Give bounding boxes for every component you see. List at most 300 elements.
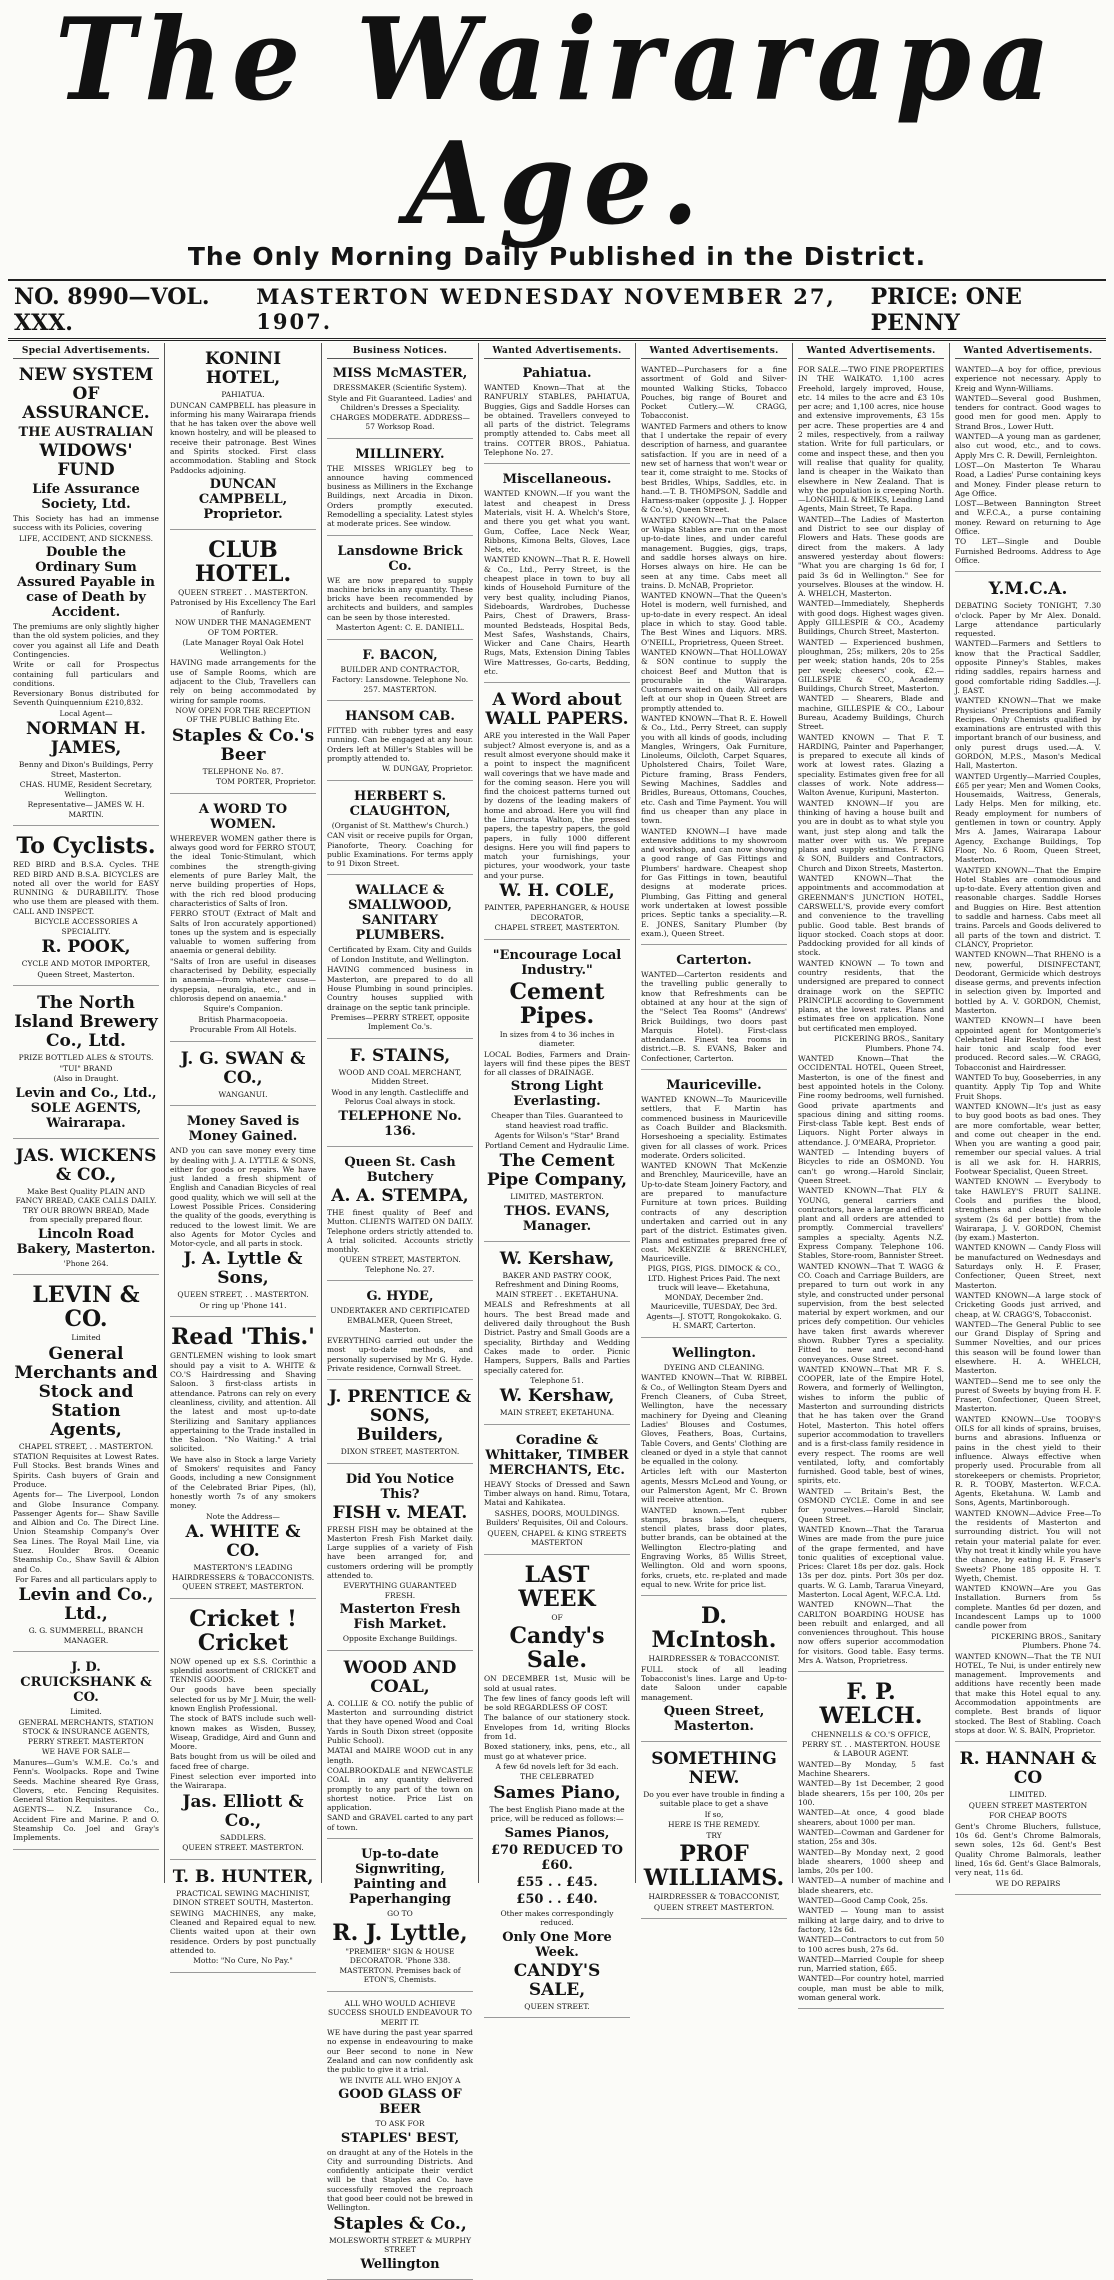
- ad-text: SOMETHING NEW.: [651, 1748, 777, 1788]
- ad-text: WANTED KNOWN—I have made extensive additions to my showroom and workshop, and can now showing a good range of Gas Fittings and Plumbers' hardware. Cheapest shop for Gas Fittings in town, beautiful designs at moderate prices. Plumbing, Gas Fitting and general work undertaken at lowest possible prices. Septic tanks a speciality.—R. E. JONES, Sanitary Plumber (by exam.), Queen Street.: [641, 826, 787, 938]
- ad-text: THE finest quality of Beef and Mutton. CLIENTS WAITED ON DAILY. Telephone orders strictly attended to. A trial solicited. Accounts strictly monthly.: [327, 1207, 473, 1255]
- ad-text: A. A. STEMPA,: [331, 1185, 469, 1206]
- advertisement: [798, 1675, 944, 2009]
- ad-text: DEBATING Society TONIGHT, 7.30 o'clock. Paper by Mr Alex. Donald. Large attendance particularly requested.: [955, 601, 1101, 639]
- ad-text: WANTED KNOWN—That we make Physicians' Prescriptions and Family Recipes. Only Chemists qualified by examinations are entrusted with this important branch of our business, and only purest drugs used.—A. V. GORDON, M.P.S., Mason's Medical Hall, Masterton.: [955, 696, 1101, 771]
- ad-text: (Late Manager Royal Oak Hotel Wellington.): [182, 638, 304, 657]
- ad-text: WANTED KNOWN—To Mauriceville settlers, that F. Martin has commenced business in Mauriceville as Coach Builder and Blacksmith. Horseshoeing a speciality. Estimates given for all classes of work. Prices moderate. Orders solicited.: [641, 1095, 787, 1160]
- advertisement: [327, 1467, 473, 1651]
- advertisement: [641, 1073, 787, 1338]
- ad-text: MISS McMASTER,: [332, 366, 468, 381]
- ad-text: FULL stock of all leading Tobacconist's lines. Large and Up-to-date Saloon under capable management.: [641, 1664, 787, 1702]
- ad-text: CHAPEL STREET, MASTERTON.: [494, 923, 620, 933]
- advertisement: [955, 575, 1101, 1742]
- ad-text: Candy's Sale.: [509, 1623, 605, 1674]
- ad-text: F. BACON,: [362, 647, 438, 663]
- ad-text: WANTED—By 1st December, 2 good blade shearers, 15s per 100, 20s per 100.: [798, 1779, 944, 1808]
- ad-text: WHEREVER WOMEN gather there is always good word for FERRO STOUT, the ideal Tonic-Stimulant, which combines the strength-giving elements of pure Barley Malt, the nerve building properties of Hops, with the rich red blood producing characteristics of Salts of Iron.: [170, 833, 316, 908]
- ad-text: WANTED KNOWN—That FLY & YOUNG, general carriers and contractors, have a large and efficient plant and all orders are attended to promptly. Commercial travellers' samples a specialty. Agents N.Z. Express Company. Telephone 106. Stables, Store-room, Bannister Street.: [798, 1186, 944, 1261]
- ad-text: J. D. CRUICKSHANK & CO.: [20, 1660, 152, 1706]
- advertisement: [13, 1655, 159, 1849]
- ad-text: F. P. WELCH.: [819, 1679, 923, 1730]
- ad-text: WANTED Known—That at the RANFURLY STABLES, PAHIATUA, Buggies, Gigs and Saddle Horses can be obtained. Travellers conveyed to all parts of the district. Telegrams promptly attended to. Cabs meet all trains. COTTER BROS., Pahiatua. Telephone No. 27.: [484, 383, 630, 458]
- price: PRICE: ONE PENNY: [870, 284, 1022, 336]
- ad-text: TRY: [706, 1830, 722, 1840]
- ad-text: PIGS, PIGS, PIGS. DIMOCK & CO., LTD. Highest Prices Paid. The next truck will leave— Eketahuna, MONDAY, December 2nd. Mauriceville, TUESDAY, Dec 3rd. Agents—J. STOTT, Rongokokako. G. H. SMART, Carterton.: [646, 1264, 782, 1331]
- ad-text: Levin and Co., Ltd., SOLE AGENTS, Wairarapa.: [15, 1085, 157, 1131]
- ad-text: Sames Pianos,: [504, 1825, 610, 1841]
- ad-text: The stock of BATS include such well-known makes as Wisden, Bussey, Wiseap, Gradidge, Aird and Gunn and Moore.: [170, 1714, 316, 1752]
- ad-text: Staples & Co.'s Beer: [171, 725, 315, 765]
- masthead-subtitle: The Only Morning Daily Published in the District.: [187, 242, 927, 271]
- ad-text: To Cyclists.: [16, 833, 156, 860]
- ad-text: SAND and GRAVEL carted to any part of town.: [327, 1813, 473, 1832]
- ad-text: HEAVY Stocks of Dressed and Sawn Timber always on hand. Rimu, Totara, Matai and Kahikatea.: [484, 1479, 630, 1508]
- ad-text: HAIRDRESSER & TOBACCONIST,: [648, 1892, 780, 1902]
- ad-text: Queen St. Cash Butchery: [344, 1154, 456, 1185]
- advertisement: [170, 1320, 316, 1598]
- issue-info-bar: [8, 279, 1106, 341]
- ad-text: WANTED KNOWN—If you are thinking of having a house built and you are in doubt as to what style you want, just step along and talk the matter over with us. We prepare plans and supply estimates. F. KING & SON, Builders and Contractors, Church and Dixon Streets, Masterton.: [798, 798, 944, 873]
- advertisement: [484, 361, 630, 464]
- ad-text: PICKERING BROS., Sanitary Plumbers. Phone 74.: [834, 1034, 944, 1053]
- ad-text: WANTED KNOWN — Everybody to take HAWLEY'S FRUIT SALINE. Cools and purifies the blood, strengthens and clears the whole system (2s 6d per bottle) from the Wairarapa, J. V. GORDON, Chemist (by exam.) Masterton.: [955, 1177, 1101, 1243]
- ad-text: WE are now prepared to supply machine bricks in any quantity. These bricks have been recommended by architects and builders, and samples can be seen by those interested.: [327, 575, 473, 622]
- ad-text: LOST—Between Bannington Street and W.F.C.A., a purse containing money. Reward on returning to Age Office.: [955, 499, 1101, 537]
- ad-text: TO ASK FOR: [375, 2119, 425, 2129]
- advertisement: [170, 1045, 316, 1107]
- ad-text: NOW UNDER THE MANAGEMENT OF TOM PORTER.: [175, 618, 311, 637]
- section-heading: Wanted Advertisements.: [955, 345, 1101, 359]
- ad-text: Wood in any length. Castlecliffe and Pelorus Coal always in stock.: [331, 1087, 469, 1107]
- ad-text: NEW SYSTEM OF ASSURANCE.: [18, 365, 154, 423]
- ad-text: EVERYTHING carried out under the most up-to-date methods, and personally supervised by Mr G. Hyde. Private residence, Cornwall Street.: [327, 1335, 473, 1373]
- ad-text: WE have during the past year sparred no expense in endeavouring to make our Beer second to none in New Zealand and can now confidently ask the public to give it a trial.: [327, 2028, 473, 2075]
- ad-text: GOOD GLASS OF BEER: [338, 2087, 462, 2118]
- advertisement: [13, 1278, 159, 1652]
- ad-text: WANTED KNOWN—That the TE NUI HOTEL, Te Nui, is under entirely new management. Improvements and additions have recently been made that make this Hotel equal to any. Accommodation appointments are complete. Best brands of liquor stocked. The Best of Stabling. Coach stops at door. W. S. BAIN, Proprietor.: [955, 1651, 1101, 1735]
- ad-text: Opposite Exchange Buildings.: [342, 1634, 458, 1644]
- ad-text: WANTED—Farmers and Settlers to know that the Practical Saddler, opposite Pinney's Stables, makes riding saddles, repairs harness and good comfortable riding Saddles.—J. J. EAST.: [955, 639, 1101, 695]
- ad-text: Boxed stationery, inks, pens, etc., all must go at whatever price.: [484, 1742, 630, 1761]
- ad-text: Cement Pipes.: [509, 978, 605, 1029]
- ad-text: TELEPHONE No. 136.: [338, 1108, 462, 1139]
- advertisement: [955, 361, 1101, 572]
- advertisement: [484, 943, 630, 1242]
- advertisement: [13, 1142, 159, 1276]
- ad-text: Manures—Gum's W.M.E. Co.'s and Fenn's. Woolpacks. Rope and Twine Seeds. Machine sheared Rye Grass, Clovers, etc. Fencing Requisites. General Station Requisites.: [13, 1757, 159, 1805]
- ad-text: QUEEN STREET.: [524, 2001, 590, 2011]
- advertisement: [327, 539, 473, 640]
- advertisement: [641, 1599, 787, 1742]
- ad-text: J. PRENTICE & SONS, Builders,: [328, 1387, 472, 1446]
- ad-text: WANTED KNOWN—That MR F. S. COOPER, late of the Empire Hotel, Rowera, and formerly of Wellington, wishes to inform the public of Masterton and surrounding districts that he has taken over the Grand Hotel, Masterton. This hotel offers superior accommodation to travellers and is a first-class family residence in every respect. The rooms are well ventilated, lofty, and comfortably furnished. Good table, best of wines, spirits, etc.: [798, 1364, 944, 1486]
- ad-text: WANTED KNOWN—That W. RIBBEL & Co., of Wellington Steam Dyers and French Cleaners, of Cuba Street, Wellington, have the necessary machinery for Dyeing and Cleaning Ladies' Blouses and Costumes, Gloves, Feathers, Boas, Curtains, Table Covers, and Gents' Clothing are cleaned or dyed in a style that cannot be equalled in the colony.: [641, 1373, 787, 1467]
- ad-text: SEWING MACHINES, any make, Cleaned and Repaired equal to new. Clients waited upon at their own residence. Orders by post punctually attended to.: [170, 1908, 316, 1955]
- ad-text: HERE IS THE REMEDY.: [667, 1820, 761, 1830]
- advertisement: [641, 1745, 787, 1920]
- ad-text: Benny and Dixon's Buildings, Perry Street, Masterton.: [18, 760, 154, 779]
- advertisement: [484, 1245, 630, 1425]
- ad-text: HANSOM CAB.: [345, 709, 455, 725]
- ad-text: NOW OPEN FOR THE RECEPTION OF THE PUBLIC Bathing Etc.: [175, 705, 311, 725]
- advertisement: [798, 361, 944, 1672]
- ad-text: KONINI HOTEL,: [204, 349, 282, 388]
- ad-text: Make Best Quality PLAIN AND FANCY BREAD, CAKE CALLS DAILY. TRY OUR BROWN BREAD, Made from specially prepared flour.: [15, 1186, 157, 1225]
- ad-text: Bats bought from us will be oiled and faced free of charge.: [170, 1752, 316, 1771]
- ad-text: We have also in Stock a large Variety of Smokers' requisites and Fancy Goods, including a new Consignment of the Celebrated Briar Pipes, (hl), honestly worth 7s of any smokers money.: [170, 1454, 316, 1511]
- advertisement: [327, 1842, 473, 1992]
- ad-text: FRESH FISH may be obtained at the Masterton Fresh Fish Market daily. Large supplies of a variety of Fish have been arranged for, and customers ordering will be promptly attended to.: [327, 1524, 473, 1581]
- ad-text: ALL WHO WOULD ACHIEVE SUCCESS SHOULD ENDEAVOUR TO MERIT IT.: [328, 1998, 472, 2027]
- ad-text: WANTED KNOWN—That T. WAGG & CO. Coach and Carriage Builders, are prepared to turn out work in any style, and constructed under personal supervision, from the best selected material by expert workmen, and our prices defy competition. Our vehicles have taken first awards wherever shown. Rubber Tyres a speciality. Fitted to new and second-hand conveyances. Ouse Street.: [798, 1261, 944, 1364]
- ad-text: The few lines of fancy goods left will be sold REGARDLESS OF COST.: [484, 1693, 630, 1713]
- ad-text: HAVING commenced business in Masterton, are prepared to do all House Plumbing in sound principles. Country houses supplied with drainage on the septic tank principle.: [327, 965, 473, 1012]
- advertisement: [327, 784, 473, 876]
- ad-text: Miscellaneous.: [502, 472, 612, 488]
- advertisement: [327, 1042, 473, 1147]
- ad-text: WANTED KNOWN—That R. E. Howell & Co., Ltd., Perry Street, is the cheapest place in town to buy all kinds of Household Furniture of the very best quality, including Pianos, Sideboards, Wardrobes, Duchesse Pairs, Chest of Drawers, Brass-mounted Bedsteads, Hospital Beds, Mest Safes, Washstands, Chairs, Wicker and Cane Chairs, Hearth Rugs, Mats, Extension Dining Tables Wire Mattresses, Go-carts, Bedding, etc.: [484, 555, 630, 677]
- ad-text: Certificated by Exam. City and Guilds of London Institute, and Wellington.: [328, 945, 472, 964]
- ad-text: Motto: "No Cure, No Pay.": [193, 1956, 293, 1966]
- ad-text: The best English Piano made at the price, will be reduced as follows:—: [489, 1804, 625, 1824]
- ad-text: The Cement Pipe Company,: [486, 1151, 628, 1191]
- ad-text: QUEEN, CHAPEL & KING STREETS MASTERTON: [487, 1528, 627, 1548]
- ad-text: W. Kershaw,: [499, 1248, 615, 1269]
- advertisement: [327, 361, 473, 439]
- ad-text: STAPLES' BEST,: [340, 2130, 460, 2146]
- ad-text: British Pharmacopoeia.: [198, 1014, 288, 1024]
- ad-text: FISH v. MEAT.: [332, 1502, 468, 1523]
- ad-text: Representative— JAMES W. H. MARTIN.: [27, 800, 145, 819]
- ad-text: SADDLERS.: [220, 1832, 266, 1842]
- ad-text: PAHIATUA.: [221, 390, 265, 399]
- ad-text: JAS. WICKENS & CO.,: [15, 1145, 157, 1185]
- ad-text: LOCAL Bodies, Farmers and Drain-layers will find these pipes the BEST for all classes of DRAINAGE.: [484, 1049, 630, 1078]
- advertisement: [327, 878, 473, 1038]
- ad-text: LIMITED, MASTERTON.: [510, 1192, 604, 1202]
- ad-text: WOOD AND COAL MERCHANT, Midden Street.: [338, 1067, 462, 1087]
- ad-text: A few 6d novels left for 3d each.: [495, 1761, 619, 1771]
- ad-text: Double the Ordinary Sum Assured Payable in case of Death by Accident.: [17, 545, 155, 621]
- ad-text: WANTED KNOWN—That the Queen's Hotel is modern, well furnished, and up-to-date in every respect. An ideal place in which to stay. Good table. The Best Wines and Liquors. MRS. O'NEILL, Proprietress, Queen Street.: [641, 591, 787, 647]
- ad-text: WOOD AND COAL,: [343, 1657, 457, 1697]
- ad-text: WANTED KNOWN—That the CARLTON BOARDING HOUSE has been rebuilt and enlarged, and all conveniences throughout. This house now offers superior accommodation for visitors. Good table. Easy terms. Mrs A. Watson, Proprietress.: [798, 1600, 944, 1666]
- ad-text: Masterton Fresh Fish Market.: [339, 1602, 461, 1633]
- ad-text: WALLACE & SMALLWOOD, SANITARY PLUMBERS.: [348, 883, 452, 944]
- column-7: [950, 343, 1106, 1888]
- advertisement: [484, 1428, 630, 1555]
- ad-text: CYCLE AND MOTOR IMPORTER,: [21, 959, 151, 969]
- ad-text: COALBROOKDALE and NEWCASTLE COAL in any quantity delivered promptly to any part of the town on shortest notice. Price List on application.: [327, 1765, 473, 1813]
- ad-text: WANTED KNOWN.—If you want the latest and cheapest in Dress Materials, visit H. A. Whelch's Store, and there you get what you want. Gum, Coffee, Lace Neck Wear, Ribbons, Kimona Belts, Gloves, Lace Nets, etc.: [484, 489, 630, 555]
- ad-text: WANTED KNOWN—That R. E. Howell & Co., Ltd., Perry Street, can supply you with all kinds of goods, including Mangles, Wringers, Oak Furniture, Linoleums, Oilcloth, Carpet Squares, Upholstered Chairs, Toilet Ware, Picture framing, Brass Fenders, Sewing Machines, Saddles and Bridles, Bureaus, Ottomans, Couches, etc. Cash and Time Payment. You will find us cheaper than any place in town.: [641, 713, 787, 826]
- advertisement: [955, 1745, 1101, 1895]
- ad-text: CHAPEL STREET, . . MASTERTON.: [18, 1441, 154, 1451]
- ad-text: QUEEN STREET MASTERTON.: [653, 1902, 775, 1912]
- ad-text: WANTED — Intending buyers of Bicycles to ride an OSMOND. You can't go wrong.—Harold Sinclair, Queen Street.: [798, 1148, 944, 1185]
- advertisement: [327, 643, 473, 702]
- ad-text: QUEEN STREET MASTERTON: [968, 1800, 1088, 1810]
- ad-text: A. WHITE & CO.: [185, 1522, 301, 1562]
- ad-text: Our goods have been specially selected for us by Mr J. Muir, the well-known English Professional.: [170, 1685, 316, 1713]
- ad-text: CLUB HOTEL.: [194, 536, 292, 587]
- column-5: [636, 343, 793, 1912]
- advertisement: [13, 829, 159, 986]
- ad-text: Mauriceville.: [666, 1078, 762, 1094]
- ad-text: WANTED To buy, Gooseberries, in any quantity. Apply Tip Top and White Fruit Shops.: [955, 1073, 1101, 1101]
- ad-text: Do you ever have trouble in finding a suitable place to get a shave: [643, 1789, 785, 1809]
- ad-text: Or ring up 'Phone 141.: [199, 1300, 287, 1310]
- ad-text: WANTED KNOWN — Candy Floss will be manufactured on Wednesdays and Saturdays only. H. F. Fraser, Confectioner, Queen Street, next Masterton.: [955, 1243, 1101, 1290]
- ad-text: Only One More Week.: [502, 1929, 612, 1960]
- ad-text: WANTED—At once, 4 good blade shearers, about 1000 per man.: [798, 1808, 944, 1827]
- ad-text: WANTED—A number of machine and blade shearers, etc.: [798, 1876, 944, 1895]
- ad-text: TELEPHONE No. 87.: [202, 766, 284, 776]
- ad-text: Write or call for Prospectus containing full particulars and conditions.: [13, 660, 159, 688]
- ad-text: WANTED KNOWN—I have been appointed agent for Montgomerie's Celebrated Hair Restorer, the best hair tonic and scalp food ever produced. Record sales.—W. CRAGG, Tobacconist and Hairdresser.: [955, 1016, 1101, 1072]
- ad-text: "Encourage Local Industry.": [492, 947, 622, 978]
- ad-text: LIMITED.: [1009, 1790, 1047, 1800]
- ad-text: Pahiatua.: [522, 366, 592, 381]
- ad-text: BAKER AND PASTRY COOK, Refreshment and Dining Rooms, MAIN STREET . . EKETAHUNA.: [495, 1270, 619, 1299]
- ad-text: MOLESWORTH STREET & MURPHY STREET: [328, 2235, 472, 2255]
- ad-text: Squire's Companion.: [203, 1004, 283, 1014]
- ad-text: WANTED KNOWN That McKenzie and Brenchley, Mauriceville, have an Up-to-date Steam Joinery Factory, and are prepared to manufacture Furniture at town prices. Building contracts of any description undertaken and carried out in any part of the district. Estimates given. Plans and estimates prepared free of cost. McKENZIE & BRENCHLEY, Mauriceville.: [641, 1161, 787, 1264]
- ad-text: Lincoln Road Bakery, Masterton.: [16, 1226, 156, 1257]
- advertisement: [170, 797, 316, 1042]
- ad-text: WANTED Urgently—Married Couples, £65 per year; Men and Women Cooks, Housemaids, Waitress, Generals, Lady Helps. Men for milking, etc. Ready employment for numbers of gentlemen in town or country. Apply Mrs A. James, Wairarapa Labour Agency, Exchange Buildings, Top Floor, No. 6 Room, Queen Street, Masterton.: [955, 771, 1101, 865]
- ad-text: HAVING made arrangements for the use of Sample Rooms, which are adjacent to the Club, Travellers can rely on being accommodated by wiring for sample rooms.: [170, 658, 316, 705]
- ad-text: WANTED — Young man to assist milking at large dairy, and to drive to factory, 12s 6d.: [798, 1906, 944, 1934]
- ad-text: GENERAL MERCHANTS, STATION STOCK & INSURANCE AGENTS, PERRY STREET. MASTERTON: [18, 1717, 154, 1746]
- ad-text: WANTED KNOWN—A large stock of Cricketing Goods just arrived, and cheap, at W. CRAGG'S, Tobacconist.: [955, 1290, 1101, 1319]
- ad-text: WANTED — Britain's Best, the OSMOND CYCLE. Come in and see for yourselves.—Harold Sinclair, Queen Street.: [798, 1486, 944, 1524]
- column-4: [479, 343, 636, 2011]
- ad-text: MILLINERY.: [355, 446, 445, 462]
- ad-text: WANTED—Send me to see only the purest of Sweets by buying from H. F. Fraser, Confectioner, Queen Street, Masterton.: [955, 1376, 1101, 1414]
- ad-text: PRIZE BOTTLED ALES & STOUTS.: [18, 1053, 154, 1063]
- advertisement: [327, 1150, 473, 1281]
- ad-text: WANTED KNOWN—Are you Gas Installation. Burners from 5s complete. Mantles 6d per dozen, and Incandescent Lamps up to 1000 candle power from: [955, 1584, 1101, 1631]
- ad-text: Style and Fit Guaranteed. Ladies' and Children's Dresses a Speciality. CHARGES MODERATE. ADDRESS—57 Worksop Road.: [327, 393, 473, 431]
- ad-text: (Organist of St. Matthew's Church.): [331, 820, 469, 830]
- ad-text: WANTED KNOWN—That RHENO is a new, powerful, DISINFECTANT, Deodorant, Germicide which destroys disease germs, and prevents infection in selection given by. Imported and bottled by A. V. GORDON, Chemist, Masterton.: [955, 950, 1101, 1015]
- ad-text: G. G. SUMMERELL, BRANCH MANAGER.: [28, 1626, 144, 1645]
- ad-text: WANTED KNOWN—It's just as easy to buy good boots as bad ones. They are more comfortable, wear better, and come out cheaper in the end. When you are wanting a good pair, remember our special values. A trial is all we ask for. H. HARRIS, Footwear Specialist, Queen Street.: [955, 1101, 1101, 1177]
- advertisement: [484, 467, 630, 683]
- ad-text: Read 'This.': [171, 1324, 315, 1351]
- ad-text: Other makes correspondingly reduced.: [500, 1908, 614, 1928]
- ad-text: BUILDER AND CONTRACTOR,: [340, 664, 460, 674]
- ad-text: Carterton.: [676, 953, 752, 969]
- ad-text: WANTED—Immediately, Shepherds with good dogs. Highest wages given. Apply GILLESPIE & CO., Academy Buildings, Church Street, Masterton.: [798, 599, 944, 637]
- advertisement: [484, 686, 630, 939]
- ad-text: STATION Requisites at Lowest Rates. Full Stocks. Best brands Wines and Spirits. Cash buyers of Grain and Produce.: [13, 1452, 159, 1489]
- masthead-title: The Wairarapa Age.: [54, 0, 1060, 251]
- ad-text: Wellington: [360, 2256, 440, 2272]
- ad-text: WANTED—Carterton residents and the travelling public generally to know that Refreshments can be obtained at any hour at the sign of the "Select Tea Rooms" (Andrews' Brick Buildings, two doors past Marquis Hotel). First-class attendance. Finest tea rooms in district.—B. S. EVANS, Baker and Confectioner, Carterton.: [641, 970, 787, 1063]
- advertisement: [641, 361, 787, 945]
- ad-text: PROF WILLIAMS.: [643, 1841, 785, 1892]
- advertisement: [641, 948, 787, 1070]
- ad-text: FERRO STOUT (Extract of Malt and Salts of Iron accurately apportioned) tones up the system and is especially valuable to women suffering from anaemia or general debility.: [170, 909, 316, 956]
- ad-text: TO LET—Single and Double Furnished Bedrooms. Address to Age Office.: [955, 537, 1101, 565]
- ad-text: "PREMIER" SIGN & HOUSE DECORATOR. 'Phone 338. MASTERTON. Premises back of ETON'S, Chemists.: [339, 1946, 461, 1985]
- ad-text: WANTED—Married Couple for sheep run, Married station, £65.: [798, 1954, 944, 1974]
- advertisement: [327, 1995, 473, 2280]
- ad-text: Telephone 51.: [530, 1375, 584, 1385]
- ad-text: Limited.: [70, 1707, 102, 1717]
- advertisement: [170, 345, 316, 530]
- ad-text: MEALS and Refreshments at all hours. The best Bread made and delivered daily throughout the Bush District. Pastry and Small Goods are a speciality, Birthday and Wedding Cakes made to order. Picnic Hampers, Suppers, Balls and Parties specially catered for.: [484, 1300, 630, 1375]
- ad-text: Note the Address—: [206, 1511, 280, 1521]
- ad-text: WANTED KNOWN—That the Empire Hotel Stables are commodious and up-to-date. Every attention given and reasonable charges. Saddle Horses and Buggies on Hire. Best attention to saddle and harness. Cabs meet all trains. Parcels and Goods delivered to all parts of the town and district. T. CLANCY, Proprietor.: [955, 865, 1101, 949]
- ad-text: FOR SALE.—TWO FINE PROPERTIES IN THE WAIKATO. 1,100 acres Freehold, largely improved, House, etc. 14 miles to the acre and £3 10s per acre; and 1,100 acres, nice house and extensive improvements, £3 15s per acre. These properties are 4 and 2 miles, respectively, from a railway station. Write for full particulars, or come and inspect these, and then you will realise that quality for quality, land is cheaper in the Waikato than elsewhere in New Zealand. That is why the population is creeping North.—LONGHILL & MEIKS, Leading Land Agents, Main Street, Te Rapa.: [798, 365, 944, 514]
- ad-text: BICYCLE ACCESSORIES A SPECIALITY.: [34, 917, 138, 936]
- dateline: MASTERTON WEDNESDAY NOVEMBER 27, 1907.: [256, 284, 836, 334]
- advertisement: [327, 442, 473, 536]
- ad-text: £50 . . £40.: [516, 1891, 598, 1907]
- ad-text: £55 . . £45.: [516, 1874, 598, 1890]
- ad-text: Gent's Chrome Bluchers, fullstuce, 10s 6d. Gent's Chrome Balmorals, sewn soles, 12s 6d. Gent's Best Quality Chrome Balmorals, leather lined, 16s 6d. Gent's Glace Balmorals, very neat, 11s 6d.: [955, 1821, 1101, 1878]
- ad-text: (Also in Draught.: [53, 1074, 119, 1084]
- ad-text: WANTED known.—Tent rubber stamps, brass labels, chequers, stencil plates, brass door plates, butter brands, can be obtained at the Wellington Electro-plating and Engraving Works, 85 Willis Street, Wellington. Old and worn spoons, forks, cruets, etc. re-plated and made equal to new. Write for price list.: [641, 1505, 787, 1589]
- ad-text: R. HANNAH & CO: [959, 1749, 1097, 1789]
- ad-text: WANTED—By Monday, 5 fast Machine Shearers.: [798, 1759, 944, 1779]
- ad-text: WANTED Farmers and others to know that I undertake the repair of every description of harness, and guarantee satisfaction. If you are in need of a new set of harness that won't wear or tear it, come straight to me. Stocks of best Bridles, Whips, Saddles, etc. in hand.—T. B. THOMPSON, Saddle and Harness-maker (opposite J. J. Hopper & Co.'s), Queen Street.: [641, 421, 787, 515]
- ad-text: WANTED—Good Camp Cook, 25s.: [798, 1896, 928, 1906]
- advertisement: [170, 1109, 316, 1317]
- ad-text: PRACTICAL SEWING MACHINIST, DINON STREET SOUTH, Masterton.: [172, 1888, 314, 1908]
- ad-text: Queen Street, Masterton.: [663, 1703, 765, 1734]
- ad-text: J. G. SWAN & CO.,: [180, 1048, 306, 1088]
- ad-text: CAN visit or receive pupils for Organ, Pianoforte, Theory. Coaching for public Examinations. For terms apply to 91 Dixon Street.: [327, 831, 473, 869]
- ad-text: QUEEN STREET, . . MASTERTON.: [177, 1290, 309, 1300]
- ad-text: R. POOK,: [41, 937, 131, 958]
- ad-text: WANTED—The Ladies of Masterton and District to see our display of Flowers and Hats. These goods are direct from the makers. A lady answered yesterday about flowers: "What you are charging 1s 6d for, I paid 3s 6d in Wellington." See for yourselves. Blouses at the window. H. A. WHELCH, Masterton.: [798, 514, 944, 599]
- ad-text: Y.M.C.A.: [988, 579, 1068, 600]
- column-1: [8, 343, 165, 1883]
- ad-text: Local Agent—: [59, 708, 113, 718]
- ad-text: Lansdowne Brick Co.: [337, 543, 463, 574]
- ad-text: In sizes from 4 to 36 inches in diameter.: [499, 1029, 615, 1049]
- advertisement: [170, 1863, 316, 1973]
- ad-text: WIDOWS' FUND: [39, 441, 133, 480]
- ad-text: WANTED—Contractors to cut from 50 to 100 acres bush, 27s 6d.: [798, 1935, 944, 1954]
- ad-text: Up-to-date Signwriting, Painting and Paperhanging: [349, 1847, 451, 1908]
- ad-text: W. Kershaw,: [499, 1386, 615, 1407]
- ad-text: J. A. Lyttle & Sons,: [183, 1249, 303, 1289]
- advertisement: [327, 704, 473, 781]
- ad-text: NOW opened up ex S.S. Corinthic a splendid assortment of CRICKET and TENNIS GOODS.: [170, 1656, 316, 1685]
- ad-text: WANTED KNOWN—Advice Free—To the residents of Masterton and surrounding district. You will not retain your material palate for ever. Why not treat it kindly while you have the chance, by eating H. F. Fraser's Sweets? Phone 185 opposite H. T. Wyeth, Chemist.: [955, 1508, 1101, 1583]
- ad-text: THOS. EVANS, Manager.: [504, 1203, 610, 1234]
- ad-text: The premiums are only slightly higher than the old system policies, and they cover you against all Life and Death Contingencies.: [13, 622, 159, 659]
- ad-text: WANTED—Cowman and Gardener for station, 25s and 30s.: [798, 1827, 944, 1847]
- ad-text: ON DECEMBER 1st, Music will be sold at usual rates.: [484, 1674, 630, 1693]
- ad-text: A Word about WALL PAPERS.: [485, 690, 629, 730]
- ad-text: WANTED KNOWN—That the appointments and accommodation at GREENMAN'S JUNCTION HOTEL, CARSWELL'S, provide every comfort and convenience to the travelling public. Good table. Best brands of liquor stocked. Coach stops at door. Paddocking provided for all kinds of stock.: [798, 874, 944, 958]
- advertisement: [13, 361, 159, 826]
- ad-text: WANTED—A boy for office, previous experience not necessary. Apply to Kreig and Wynn-Williams.: [955, 365, 1101, 393]
- ad-text: ARE you interested in the Wall Paper subject? Almost everyone is, and as a result almost everyone should make it a point to inspect the magnificent wall coverings that we have made and for the coming season. Here you will find the choicest patterns turned out by dozens of the leading makers of home and abroad. Here you will find the Lincrusta Walton, the pressed papers, the tapestry papers, the gold papers, in fully 1000 different designs. Here you will find papers to match your furnishings, your pictures, your woodwork, your taste and your purse.: [484, 731, 630, 880]
- ad-text: HERBERT S. CLAUGHTON,: [349, 788, 451, 819]
- ad-text: WANTED — Shearers, Blade and machine, GILLESPIE & CO., Labour Bureau, Academy Buildings, Church Street.: [798, 694, 944, 732]
- ad-text: SASHES, DOORS, MOULDINGS. Builders' Requisites, Oil and Colours.: [485, 1508, 629, 1528]
- ad-text: DIXON STREET, MASTERTON.: [340, 1447, 460, 1457]
- ad-text: WANTED KNOWN — That F. T. HARDING, Painter and Paperhanger, is prepared to execute all kinds of work at lowest rates. Glazing a speciality. Estimates given free for all classes of work. Note address—Walton Avenue, Kuripuni, Masterton.: [798, 732, 944, 798]
- ad-text: Staples & Co.,: [333, 2213, 467, 2234]
- ad-text: D. McIntosh.: [651, 1603, 777, 1654]
- ad-text: If so,: [704, 1809, 724, 1819]
- section-heading: Business Notices.: [327, 345, 473, 359]
- section-heading: Wanted Advertisements.: [484, 345, 630, 359]
- ad-text: The North Island Brewery Co., Ltd.: [14, 993, 158, 1052]
- ad-text: Jas. Elliott & Co.,: [182, 1791, 304, 1831]
- ad-text: W. DUNGAY, Proprietor.: [382, 764, 473, 774]
- ad-text: Sames Piano,: [493, 1782, 621, 1803]
- ad-text: WANTED—By Monday next, 2 good blade shearers, 1000 sheep and lambs, 20s per 100.: [798, 1847, 944, 1876]
- ad-text: "TUI" BRAND: [59, 1063, 113, 1073]
- ad-text: EVERYTHING GUARANTEED FRESH.: [343, 1581, 457, 1600]
- ad-text: Cricket ! Cricket: [189, 1605, 297, 1656]
- ad-text: WANTED—The General Public to see our Grand Display of Spring and Summer Novelties, and our prices this season will be found lower than elsewhere. H. A. WHELCH, Masterton.: [955, 1319, 1101, 1376]
- ad-text: DUNCAN CAMPBELL, Proprietor.: [198, 476, 288, 522]
- ad-text: This Society has had an immense success with its Policies, covering: [13, 514, 159, 533]
- ad-text: CANDY'S SALE,: [513, 1960, 601, 2000]
- ad-text: LIFE, ACCIDENT, AND SICKNESS.: [18, 533, 154, 543]
- ad-text: Masterton Agent: C. E. DANIELL.: [335, 623, 465, 633]
- advertisement: [327, 1383, 473, 1464]
- column-2: [165, 343, 322, 1966]
- ad-text: FOR CHEAP BOOTS: [988, 1811, 1068, 1821]
- ad-text: Wellington.: [672, 1345, 756, 1361]
- ad-text: WANTED—For country hotel, married couple, man must be able to milk, woman general work.: [798, 1974, 944, 2002]
- ad-text: Finest selection ever imported into the Wairarapa.: [170, 1772, 316, 1791]
- issue-number: NO. 8990—VOL. XXX.: [14, 284, 210, 336]
- ad-text: Agents for Wilson's "Star" Brand Portland Cement and Hydraulic Lime.: [484, 1131, 630, 1150]
- ad-text: G. HYDE,: [366, 1289, 434, 1305]
- section-heading: Special Advertisements.: [13, 345, 159, 359]
- ad-text: 'Phone 264.: [63, 1258, 109, 1268]
- ad-text: THE MISSES WRIGLEY beg to announce having commenced business as Milliners in the Exchange Buildings, next Arcadia in Dixon. Orders promptly executed. Remodelling a speciality. Latest styles at moderate prices. See window.: [327, 463, 473, 529]
- ad-text: LOST—On Masterton Te Wharau Road, a Ladies' Purse containing keys and Money. Finder please return to Age Office.: [955, 460, 1101, 498]
- ad-text: WANGANUI.: [218, 1089, 268, 1099]
- advertisement: [327, 1284, 473, 1380]
- ad-text: A. COLLIE & CO. notify the public of Masterton and surrounding district that they have opened Wood and Coal Yards in South Dixon street (opposite Public School).: [327, 1698, 473, 1746]
- column-6: [793, 343, 950, 2002]
- ad-text: Agents for— The Liverpool, London and Globe Insurance Company. Passenger Agents for— Shaw Saville and Albion and Co. The Direct Line. Union Steamship Company's Over Sea Lines. The Royal Mail Line, via Suez. Houlder Bros. Oceanic Steamship Co., Shaw Savill & Albion and Co.: [13, 1490, 159, 1574]
- ad-text: DRESSMAKER (Scientific System).: [333, 383, 467, 392]
- ad-text: Factory: Lansdowne. Telephone No. 257. MASTERTON.: [331, 675, 469, 694]
- ad-text: F. STAINS,: [349, 1045, 451, 1066]
- ad-text: THE AUSTRALIAN: [18, 425, 154, 440]
- column-3: [322, 343, 479, 2272]
- ad-text: A WORD TO WOMEN.: [198, 801, 288, 832]
- ad-text: WANTED Known—That the OCCIDENTAL HOTEL, Queen Street, Masterton, is one of the finest and best appointed hotels in the Colony. Fine roomy bedrooms, well furnished. Good private apartments and spacious dining and sitting rooms. First-class Table kept. Best ends of Liquors. Night Porter always in attendance. J. O'MEARA, Proprietor.: [798, 1054, 944, 1147]
- ad-text: "Salts of Iron are useful in diseases characterised by Debility, especially in anaemia—from whatever cause—dyspepsia, neuralgia, etc., and in chlorosis depend on anaemia.": [170, 956, 316, 1003]
- advertisement: [170, 533, 316, 794]
- ad-text: For Fares and all particulars apply to: [15, 1574, 157, 1584]
- ad-text: Levin and Co., Ltd.,: [18, 1585, 154, 1625]
- ad-text: QUEEN STREET . . MASTERTON.: [178, 587, 308, 597]
- ad-text: Money Saved is Money Gained.: [186, 1114, 300, 1145]
- advertisement: [170, 1602, 316, 1860]
- ad-text: PAINTER, PAPERHANGER, & HOUSE DECORATOR,: [484, 903, 630, 922]
- ad-text: WANTED KNOWN—That HOLLOWAY & SON continue to supply the choicest Beef and Mutton that is procurable in the Wairarapa. Customers waited on daily. All orders left at our shop in Queen Street are promptly attended to.: [641, 647, 787, 713]
- ad-text: AGENTS— N.Z. Insurance Co., Accident Fire and Marine. P. and O. Steamship Co. Joel and Gray's Implements.: [13, 1805, 159, 1843]
